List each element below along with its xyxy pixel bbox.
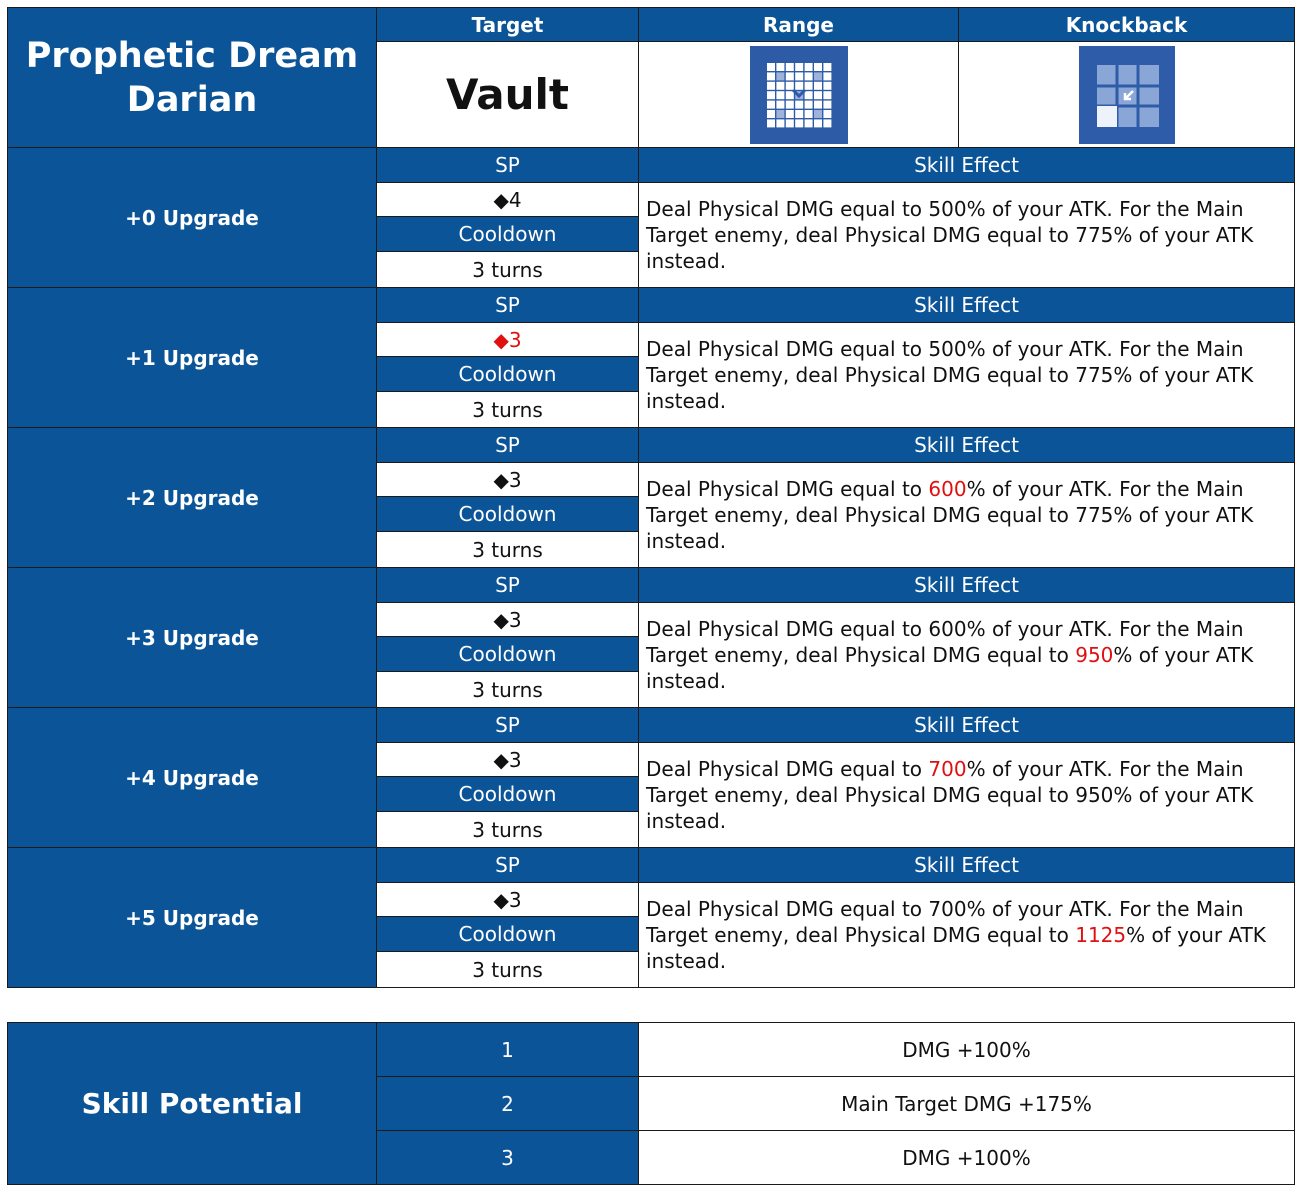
range-grid-cell: [776, 72, 784, 80]
range-grid-cell: [795, 110, 803, 118]
sp-value: [377, 463, 639, 497]
skill-effect-header: Skill Effect: [639, 708, 1295, 743]
diamond-icon: ◆: [493, 327, 509, 352]
range-grid-cell: [767, 91, 775, 99]
cooldown-header: Cooldown: [377, 217, 639, 252]
range-grid-cell: [814, 100, 822, 108]
range-grid-cell: [785, 100, 793, 108]
effect-base-value: 500: [928, 337, 967, 361]
potential-effect: DMG +100%: [639, 1131, 1295, 1185]
sp-header: SP: [377, 848, 639, 883]
range-grid-cell: [804, 72, 812, 80]
effect-main-target-value: 775: [1075, 503, 1114, 527]
range-cell: [639, 42, 959, 148]
effect-main-target-value: 775: [1075, 363, 1114, 387]
skill-effect-text: [639, 883, 1295, 988]
range-grid-cell: [767, 110, 775, 118]
range-grid-cell: [785, 81, 793, 89]
effect-text: % of your ATK. For the Main Target enemy, deal Physical DMG equal to: [646, 197, 1244, 247]
range-grid-cell: [823, 91, 831, 99]
sp-header: SP: [377, 288, 639, 323]
upgrade-level: +4 Upgrade: [8, 708, 377, 848]
effect-text: % of your ATK. For the Main Target enemy, deal Physical DMG equal to: [646, 757, 1244, 807]
effect-main-target-value: 775: [1075, 223, 1114, 247]
cooldown-value: 3 turns: [377, 812, 639, 848]
range-grid-cell: [795, 63, 803, 71]
skill-potential-title: Skill Potential: [8, 1023, 377, 1185]
effect-base-value: 600: [928, 477, 967, 501]
knockback-header: Knockback: [959, 8, 1295, 42]
potential-number: 1: [377, 1023, 639, 1077]
skill-title: [8, 8, 377, 148]
range-grid-cell: [795, 81, 803, 89]
skill-effect-header: Skill Effect: [639, 148, 1295, 183]
effect-base-value: 700: [928, 897, 967, 921]
knockback-cell: [959, 42, 1295, 148]
range-grid-cell: [776, 119, 784, 127]
range-grid-cell: [804, 91, 812, 99]
range-grid-cell: [795, 72, 803, 80]
range-grid-cell: [814, 72, 822, 80]
cooldown-value: 3 turns: [377, 952, 639, 988]
effect-base-value: 600: [928, 617, 967, 641]
effect-text: Deal Physical DMG equal to: [646, 477, 929, 501]
cooldown-value: 3 turns: [377, 392, 639, 428]
range-grid-cell: [767, 100, 775, 108]
range-grid-icon: [750, 46, 848, 144]
skill-effect-header: Skill Effect: [639, 288, 1295, 323]
range-grid-cell: [776, 63, 784, 71]
cooldown-header: Cooldown: [377, 357, 639, 392]
cooldown-value: 3 turns: [377, 532, 639, 568]
range-grid-cell: [804, 63, 812, 71]
skill-table: [7, 7, 1295, 988]
diamond-icon: ◆: [493, 747, 509, 772]
diamond-icon: ◆: [493, 187, 509, 212]
skill-effect-header: Skill Effect: [639, 848, 1295, 883]
effect-text: % of your ATK. For the Main Target enemy, deal Physical DMG equal to: [646, 477, 1244, 527]
sp-header: SP: [377, 568, 639, 603]
range-grid-cell: [776, 91, 784, 99]
sp-number: 3: [508, 887, 522, 912]
effect-main-target-value: 1125: [1075, 923, 1127, 947]
sp-value: [377, 603, 639, 637]
upgrade-level: +5 Upgrade: [8, 848, 377, 988]
sp-value: [377, 743, 639, 777]
range-grid-cell: [776, 81, 784, 89]
range-grid-cell: [776, 100, 784, 108]
target-header: Target: [377, 8, 639, 42]
skill-title-line1: Prophetic Dream: [25, 35, 359, 76]
sp-value: [377, 323, 639, 357]
effect-text: % of your ATK. For the Main Target enemy, deal Physical DMG equal to: [646, 617, 1244, 667]
effect-text: Deal Physical DMG equal to: [646, 337, 929, 361]
range-grid-cell: [804, 110, 812, 118]
range-grid-cell: [804, 81, 812, 89]
range-grid-cell: [804, 100, 812, 108]
effect-text: % of your ATK instead.: [646, 923, 1266, 973]
cooldown-header: Cooldown: [377, 497, 639, 532]
diamond-icon: ◆: [493, 467, 509, 492]
effect-base-value: 500: [928, 197, 967, 221]
sp-number: 3: [508, 607, 522, 632]
range-grid-cell: [767, 63, 775, 71]
sp-header: SP: [377, 708, 639, 743]
cooldown-value: 3 turns: [377, 672, 639, 708]
skill-effect-text: [639, 323, 1295, 428]
range-grid-cell: [814, 63, 822, 71]
range-grid-cell: [785, 119, 793, 127]
effect-text: % of your ATK instead.: [646, 503, 1254, 553]
range-grid-cell: [823, 100, 831, 108]
sp-number: 3: [508, 467, 522, 492]
range-grid-cell: [814, 81, 822, 89]
target-value: Vault: [377, 42, 639, 148]
potential-effect: Main Target DMG +175%: [639, 1077, 1295, 1131]
effect-text: % of your ATK instead.: [646, 223, 1254, 273]
diamond-icon: ◆: [493, 607, 509, 632]
potential-table: [7, 1022, 1295, 1185]
cooldown-header: Cooldown: [377, 777, 639, 812]
skill-effect-text: [639, 463, 1295, 568]
upgrade-level: +3 Upgrade: [8, 568, 377, 708]
cooldown-value: 3 turns: [377, 252, 639, 288]
range-grid-cell: [814, 119, 822, 127]
sp-value: [377, 883, 639, 917]
upgrade-level: +2 Upgrade: [8, 428, 377, 568]
effect-text: Deal Physical DMG equal to: [646, 197, 929, 221]
range-grid-cell: [776, 110, 784, 118]
potential-number: 2: [377, 1077, 639, 1131]
skill-effect-header: Skill Effect: [639, 428, 1295, 463]
potential-effect: DMG +100%: [639, 1023, 1295, 1077]
range-grid-cell: [767, 72, 775, 80]
upgrade-level: +0 Upgrade: [8, 148, 377, 288]
range-grid-cell: [823, 72, 831, 80]
range-header: Range: [639, 8, 959, 42]
range-grid-cell: [823, 63, 831, 71]
upgrade-level: +1 Upgrade: [8, 288, 377, 428]
effect-text: % of your ATK instead.: [646, 643, 1254, 693]
range-grid-cell: [785, 63, 793, 71]
sp-header: SP: [377, 148, 639, 183]
sp-value: [377, 183, 639, 217]
effect-text: % of your ATK. For the Main Target enemy, deal Physical DMG equal to: [646, 897, 1244, 947]
range-grid-cell: [823, 110, 831, 118]
range-grid-cell: [795, 100, 803, 108]
skill-effect-text: [639, 603, 1295, 708]
sp-number: 4: [508, 187, 522, 212]
sp-header: SP: [377, 428, 639, 463]
range-grid-cell: [795, 119, 803, 127]
range-grid-cell: [785, 91, 793, 99]
knockback-grid-icon: [1079, 46, 1175, 144]
range-grid-cell: [823, 81, 831, 89]
effect-text: Deal Physical DMG equal to: [646, 897, 929, 921]
effect-text: Deal Physical DMG equal to: [646, 757, 929, 781]
sp-number: 3: [508, 747, 522, 772]
potential-number: 3: [377, 1131, 639, 1185]
effect-main-target-value: 950: [1075, 643, 1114, 667]
effect-text: Deal Physical DMG equal to: [646, 617, 929, 641]
sp-number: 3: [508, 327, 522, 352]
range-grid-cell: [767, 119, 775, 127]
effect-text: % of your ATK instead.: [646, 363, 1254, 413]
effect-text: % of your ATK instead.: [646, 783, 1254, 833]
range-grid-cell: [785, 110, 793, 118]
range-grid-cell: [804, 119, 812, 127]
range-grid-cell: [814, 110, 822, 118]
skill-effect-text: [639, 743, 1295, 848]
effect-main-target-value: 950: [1075, 783, 1114, 807]
range-grid-cell: [767, 81, 775, 89]
range-grid-cell: [823, 119, 831, 127]
range-grid-cell: [814, 91, 822, 99]
range-grid-cell: [785, 72, 793, 80]
effect-text: % of your ATK. For the Main Target enemy, deal Physical DMG equal to: [646, 337, 1244, 387]
skill-effect-text: [639, 183, 1295, 288]
effect-base-value: 700: [928, 757, 967, 781]
skill-effect-header: Skill Effect: [639, 568, 1295, 603]
cooldown-header: Cooldown: [377, 637, 639, 672]
diamond-icon: ◆: [493, 887, 509, 912]
skill-title-line2: Darian: [126, 79, 258, 120]
cooldown-header: Cooldown: [377, 917, 639, 952]
